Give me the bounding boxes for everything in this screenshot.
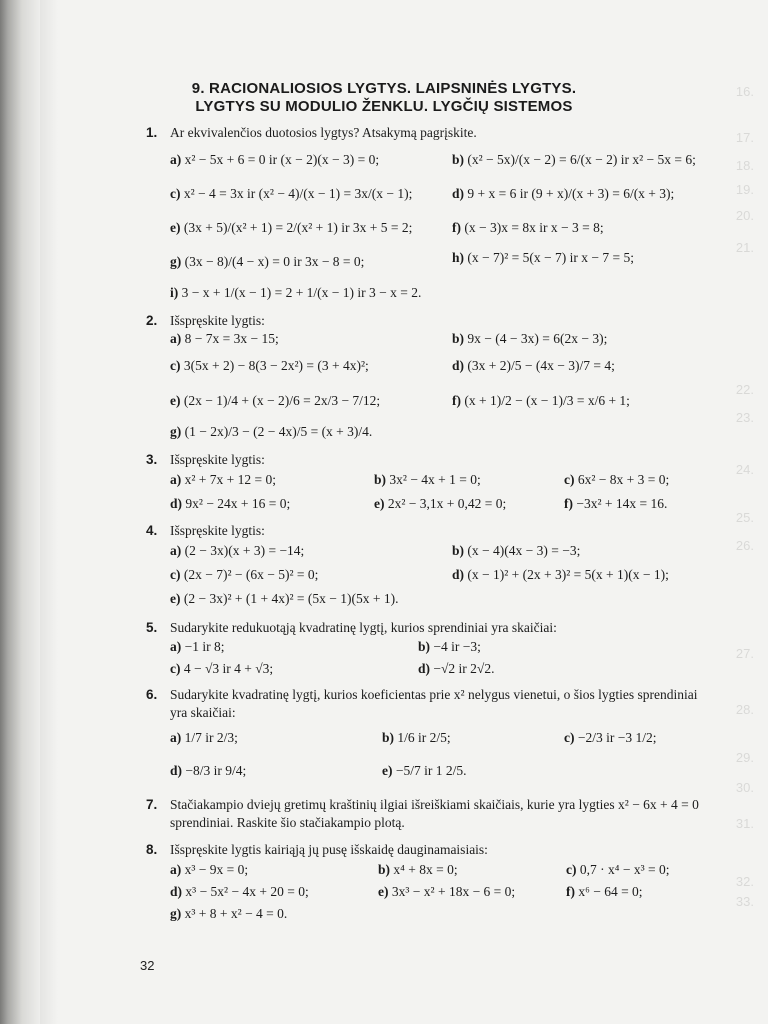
exercise-item: f) (x − 3)x = 8x ir x − 3 = 8; <box>452 220 604 235</box>
exercise-item: c) −2/3 ir −3 1/2; <box>564 730 657 745</box>
exercise-item: c) (2x − 7)² − (6x − 5)² = 0; <box>170 567 319 582</box>
exercise-item: d) (3x + 2)/5 − (4x − 3)/7 = 4; <box>452 358 615 373</box>
exercise-statement: Sudarykite kvadratinę lygtį, kurios koeficientas prie x² nelygus vienetui, o šios lygties sprendiniai <box>170 687 698 702</box>
exercise-statement: Ar ekvivalenčios duotosios lygtys? Atsakymą pagrįskite. <box>170 125 477 140</box>
exercise-number: 7. <box>146 797 158 812</box>
ghost-number: 29. <box>735 750 754 765</box>
exercise-item: a) 8 − 7x = 3x − 15; <box>170 331 279 346</box>
ghost-number: 20. <box>735 208 754 223</box>
exercise-number: 2. <box>146 313 158 328</box>
exercise-item: e) 3x³ − x² + 18x − 6 = 0; <box>378 884 516 899</box>
exercise-item: b) −4 ir −3; <box>418 639 481 654</box>
ghost-number: 23. <box>735 410 754 425</box>
exercise-statement: Išspręskite lygtis: <box>170 523 265 538</box>
exercise-item: b) x⁴ + 8x = 0; <box>378 862 458 877</box>
ghost-number: 16. <box>735 84 754 99</box>
exercise-item: d) −8/3 ir 9/4; <box>170 763 247 778</box>
exercise-item: i) 3 − x + 1/(x − 1) = 2 + 1/(x − 1) ir 3 − x = 2. <box>170 285 422 300</box>
exercise-item: d) (x − 1)² + (2x + 3)² = 5(x + 1)(x − 1); <box>452 567 669 582</box>
exercise-statement: Išspręskite lygtis: <box>170 452 265 467</box>
exercise-item: c) 0,7 · x⁴ − x³ = 0; <box>566 862 670 877</box>
ghost-number: 17. <box>735 130 754 145</box>
exercise-item: e) (2 − 3x)² + (1 + 4x)² = (5x − 1)(5x + 1). <box>170 591 399 606</box>
exercise-item: a) 1/7 ir 2/3; <box>170 730 238 745</box>
exercise-item: a) x² − 5x + 6 = 0 ir (x − 2)(x − 3) = 0; <box>170 152 380 167</box>
exercise-statement: Stačiakampio dviejų gretimų kraštinių ilgiai išreiškiami skaičiais, kurie yra lygties x² − 6x + 4 = 0 <box>170 797 699 812</box>
exercise-item: d) x³ − 5x² − 4x + 20 = 0; <box>170 884 309 899</box>
exercise-statement: Išspręskite lygtis kairiąją jų pusę išskaidę dauginamaisiais: <box>170 842 488 857</box>
ghost-number: 18. <box>735 158 754 173</box>
ghost-number: 19. <box>735 182 754 197</box>
exercise-number: 4. <box>146 523 158 538</box>
exercise-number: 3. <box>146 452 158 467</box>
page-fold-shadow <box>40 0 58 1024</box>
ghost-number: 25. <box>735 510 754 525</box>
ghost-number: 30. <box>735 780 754 795</box>
exercise-item: a) (2 − 3x)(x + 3) = −14; <box>170 543 305 558</box>
exercise-item: f) (x + 1)/2 − (x − 1)/3 = x/6 + 1; <box>452 393 630 408</box>
exercise-item: d) 9 + x = 6 ir (9 + x)/(x + 3) = 6/(x + 3); <box>452 186 675 201</box>
ghost-number: 26. <box>735 538 754 553</box>
exercise-item: b) 1/6 ir 2/5; <box>382 730 451 745</box>
exercise-item: b) (x² − 5x)/(x − 2) = 6/(x − 2) ir x² − 5x = 6; <box>452 152 696 167</box>
exercise-item: g) (3x − 8)/(4 − x) = 0 ir 3x − 8 = 0; <box>170 254 365 269</box>
exercise-item: b) 3x² − 4x + 1 = 0; <box>374 472 481 487</box>
exercise-item: e) 2x² − 3,1x + 0,42 = 0; <box>374 496 507 511</box>
exercise-item: g) (1 − 2x)/3 − (2 − 4x)/5 = (x + 3)/4. <box>170 424 373 439</box>
exercise-statement: Sudarykite redukuotąją kvadratinę lygtį, kurios sprendiniai yra skaičiai: <box>170 620 557 635</box>
exercise-item: c) x² − 4 = 3x ir (x² − 4)/(x − 1) = 3x/(x − 1); <box>170 186 413 201</box>
exercise-number: 5. <box>146 620 158 635</box>
ghost-number: 32. <box>735 874 754 889</box>
exercise-number: 8. <box>146 842 158 857</box>
exercise-item: b) (x − 4)(4x − 3) = −3; <box>452 543 581 558</box>
exercise-item: c) 6x² − 8x + 3 = 0; <box>564 472 670 487</box>
page-number: 32 <box>140 958 155 973</box>
exercise-number: 6. <box>146 687 158 702</box>
ghost-number: 28. <box>735 702 754 717</box>
exercise-item: d) 9x² − 24x + 16 = 0; <box>170 496 291 511</box>
chapter-title-line-2: LYGTYS SU MODULIO ŽENKLU. LYGČIŲ SISTEMOS <box>195 98 573 115</box>
exercise-number: 1. <box>146 125 158 140</box>
ghost-number: 21. <box>735 240 754 255</box>
exercise-item: e) (3x + 5)/(x² + 1) = 2/(x² + 1) ir 3x + 5 = 2; <box>170 220 413 235</box>
exercise-item: c) 4 − √3 ir 4 + √3; <box>170 661 274 676</box>
ghost-number: 27. <box>735 646 754 661</box>
exercise-item: a) x³ − 9x = 0; <box>170 862 249 877</box>
exercise-statement-continued: sprendiniai. Raskite šio stačiakampio plotą. <box>170 815 405 830</box>
chapter-title-line-1: 9. RACIONALIOSIOS LYGTYS. LAIPSNINĖS LYGTYS. <box>191 80 577 97</box>
exercise-item: a) x² + 7x + 12 = 0; <box>170 472 277 487</box>
exercise-item: b) 9x − (4 − 3x) = 6(2x − 3); <box>452 331 608 346</box>
exercise-item: f) x⁶ − 64 = 0; <box>566 884 643 899</box>
ghost-number: 31. <box>735 816 754 831</box>
ghost-number: 22. <box>735 382 754 397</box>
exercise-item: g) x³ + 8 + x² − 4 = 0. <box>170 906 288 921</box>
exercise-item: e) −5/7 ir 1 2/5. <box>382 763 467 778</box>
exercise-item: e) (2x − 1)/4 + (x − 2)/6 = 2x/3 − 7/12; <box>170 393 381 408</box>
exercise-statement: Išspręskite lygtis: <box>170 313 265 328</box>
exercise-statement-continued: yra skaičiai: <box>170 705 236 720</box>
exercise-item: c) 3(5x + 2) − 8(3 − 2x²) = (3 + 4x)²; <box>170 358 369 373</box>
ghost-number: 24. <box>735 462 754 477</box>
exercise-item: d) −√2 ir 2√2. <box>418 661 495 676</box>
exercise-item: a) −1 ir 8; <box>170 639 225 654</box>
ghost-number: 33. <box>735 894 754 909</box>
exercise-item: f) −3x² + 14x = 16. <box>564 496 668 511</box>
exercise-item: h) (x − 7)² = 5(x − 7) ir x − 7 = 5; <box>452 250 634 265</box>
page-binding-shadow <box>0 0 40 1024</box>
